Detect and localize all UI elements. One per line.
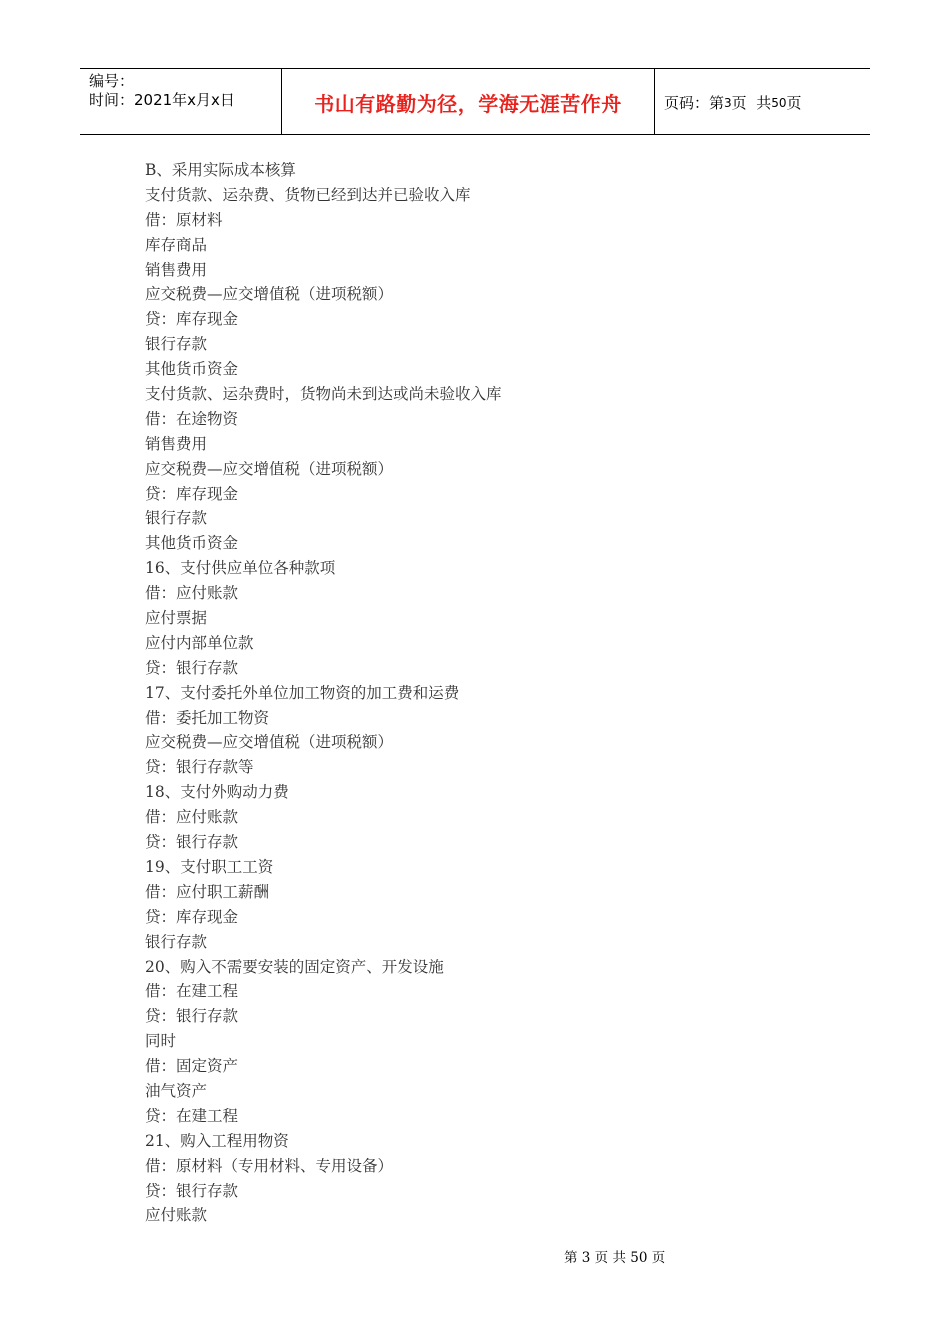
body-line: 应交税费—应交增值税（进项税额） bbox=[145, 285, 394, 304]
body-line: 借：在途物资 bbox=[145, 409, 239, 428]
page-mid: 页 共 bbox=[731, 94, 772, 112]
document-time-label: 时间：2021年x月x日 bbox=[89, 91, 235, 109]
body-line: 借：应付账款 bbox=[145, 808, 239, 827]
body-line: 借：应付职工薪酬 bbox=[145, 882, 270, 901]
body-line: 贷：在建工程 bbox=[145, 1106, 239, 1125]
page-suffix: 页 bbox=[786, 94, 802, 112]
header-motto: 书山有路勤为径，学海无涯苦作舟 bbox=[282, 69, 655, 134]
body-line: 借：原材料（专用材料、专用设备） bbox=[145, 1156, 394, 1175]
body-line: 应付账款 bbox=[145, 1206, 208, 1225]
body-line: 贷：银行存款 bbox=[145, 1007, 239, 1026]
body-line: 20、购入不需要安装的固定资产、开发设施 bbox=[145, 957, 444, 976]
page-current: 3 bbox=[724, 95, 732, 110]
body-line: 销售费用 bbox=[145, 434, 208, 453]
body-line: 贷：银行存款 bbox=[145, 658, 239, 677]
body-line: 贷：库存现金 bbox=[145, 310, 239, 329]
body-line: 其他货币资金 bbox=[145, 360, 239, 379]
body-line: 销售费用 bbox=[145, 260, 208, 279]
body-line: 支付货款、运杂费、货物已经到达并已验收入库 bbox=[145, 185, 471, 204]
body-line: 贷：银行存款 bbox=[145, 1181, 239, 1200]
header-page-info bbox=[655, 69, 870, 134]
document-body bbox=[145, 158, 865, 1228]
document-number-label: 编号： bbox=[89, 72, 135, 90]
page-header bbox=[80, 68, 870, 135]
page-prefix: 页码：第 bbox=[664, 94, 725, 112]
body-line: 库存商品 bbox=[145, 235, 208, 254]
body-line: 贷：库存现金 bbox=[145, 907, 239, 926]
body-line: 借：委托加工物资 bbox=[145, 708, 270, 727]
body-line: B、采用实际成本核算 bbox=[145, 161, 296, 179]
body-line: 借：固定资产 bbox=[145, 1057, 239, 1076]
body-line: 应付票据 bbox=[145, 609, 208, 628]
body-line: 21、购入工程用物资 bbox=[145, 1131, 289, 1150]
body-line: 支付货款、运杂费时，货物尚未到达或尚未验收入库 bbox=[145, 385, 502, 404]
body-line: 银行存款 bbox=[145, 932, 208, 951]
body-line: 油气资产 bbox=[145, 1081, 208, 1100]
body-line: 银行存款 bbox=[145, 509, 208, 528]
body-line: 应付内部单位款 bbox=[145, 633, 254, 652]
body-line: 借：应付账款 bbox=[145, 584, 239, 603]
body-line: 其他货币资金 bbox=[145, 534, 239, 553]
body-line: 借：原材料 bbox=[145, 210, 223, 229]
page-total: 50 bbox=[771, 95, 787, 110]
body-line: 19、支付职工工资 bbox=[145, 857, 274, 876]
body-line: 贷：银行存款等 bbox=[145, 758, 254, 777]
body-line: 应交税费—应交增值税（进项税额） bbox=[145, 733, 394, 752]
body-line: 借：在建工程 bbox=[145, 982, 239, 1001]
body-line: 银行存款 bbox=[145, 335, 208, 354]
body-line: 贷：库存现金 bbox=[145, 484, 239, 503]
body-line: 18、支付外购动力费 bbox=[145, 783, 289, 802]
body-line: 应交税费—应交增值税（进项税额） bbox=[145, 459, 394, 478]
footer-page-number: 第 3 页 共 50 页 bbox=[564, 1250, 666, 1266]
body-line: 贷：银行存款 bbox=[145, 833, 239, 852]
body-line: 16、支付供应单位各种款项 bbox=[145, 559, 336, 578]
header-info-cell bbox=[80, 69, 282, 134]
body-line: 同时 bbox=[145, 1032, 177, 1051]
body-line: 17、支付委托外单位加工物资的加工费和运费 bbox=[145, 683, 460, 702]
